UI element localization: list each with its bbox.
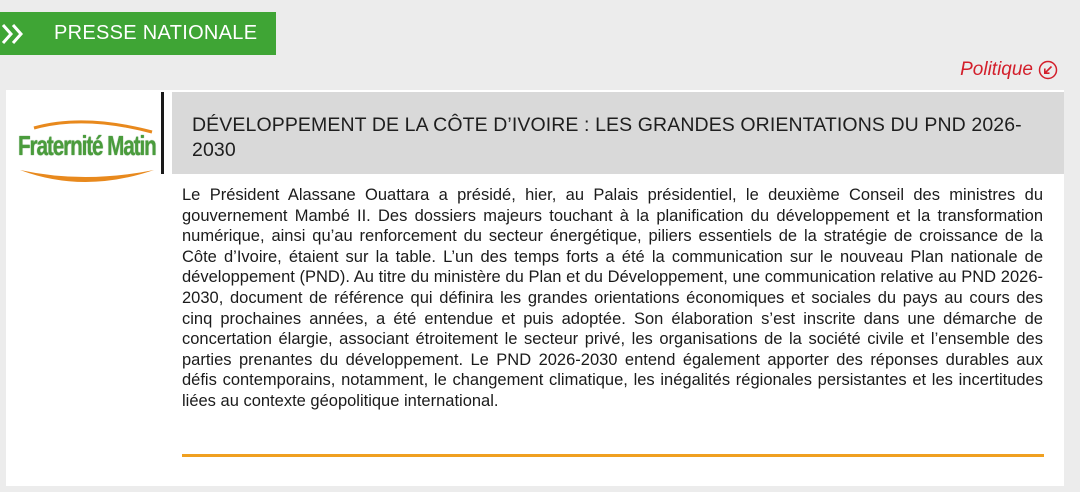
logo-text: Fraternité Matin [18, 130, 156, 161]
title-bar [172, 92, 1064, 174]
article-divider [182, 454, 1044, 457]
double-chevron-right-icon [0, 12, 40, 55]
article-body: Le Président Alassane Ouattara a présidé, hier, au Palais présidentiel, le deuxième Conseil des ministres du gouvernement Mambé II. Des dossiers majeurs touchant à la planification du développement et la transformation numérique, ainsi qu’au renforcement du secteur énergétique, piliers essentiels de la stratégie de croissance de la Côte d’Ivoire, étaient sur la table. L’un des temps forts a été la communication sur le nouveau Plan nationale de développement (PND). Au titre du ministère du Plan et du Développement, une communication relative au PND 2026-2030, document de référence qui définira les grandes orientations économiques et sociales du pays au cours des cinq prochaines années, a été entendue et puis adoptée. Son élaboration s’est inscrite dans une démarche de concertation élargie, associant étroitement le secteur privé, les organisations de la société civile et l’ensemble des parties prenantes du développement. Le PND 2026-2030 entend également apporter des réponses durables aux défis contemporains, notamment, le changement climatique, les inégalités régionales persistantes et les incertitudes liées au contexte géopolitique international. [182, 186, 1043, 410]
source-logo [6, 90, 164, 186]
section-label: PRESSE NATIONALE [54, 22, 258, 44]
arrow-down-left-circle-icon [1038, 60, 1058, 80]
category-label: Politique [960, 59, 1033, 80]
section-banner [0, 12, 276, 55]
article-title: DÉVELOPPEMENT DE LA CÔTE D’IVOIRE : LES GRANDES ORIENTATIONS DU PND 2026-2030 [192, 114, 1022, 161]
logo-divider [161, 92, 164, 174]
article-card [6, 90, 1064, 486]
category-link[interactable] [960, 59, 1058, 81]
